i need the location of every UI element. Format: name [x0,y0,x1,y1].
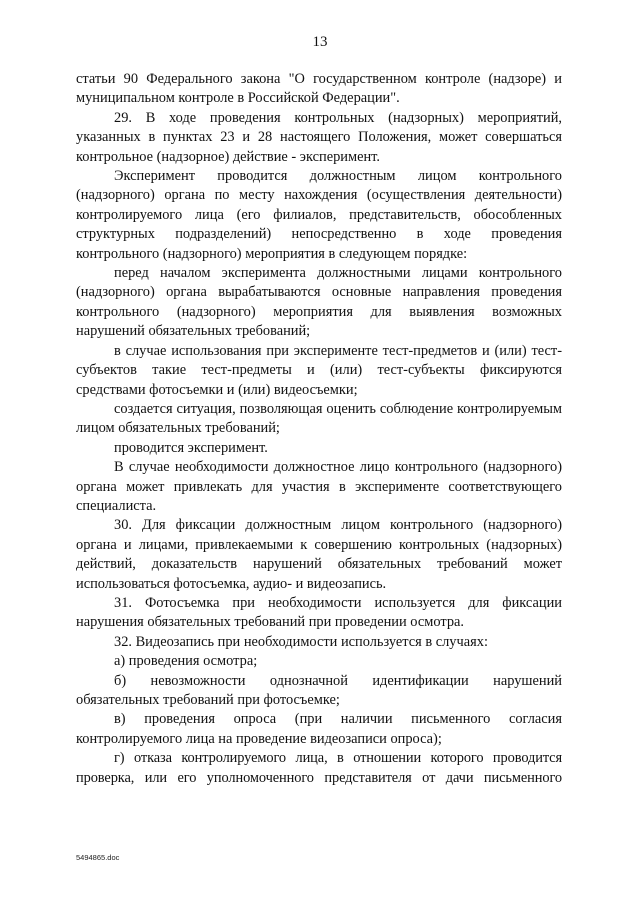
footer-filename: 5494865.doc [76,853,120,862]
paragraph-32: 32. Видеозапись при необходимости используется в случаях: [114,633,488,650]
paragraph-article-90-continuation: статьи 90 Федерального закона "О государственном контроле (надзоре) и муниципальном контроле в Российской Федерации". [76,71,562,107]
page-number: 13 [312,34,328,50]
paragraph-step-before-experiment: перед началом эксперимента должностными лицами контрольного (надзорного) органа вырабатываются основные направления проведения контрольного (надзорного) мероприятия для выявления возможных нарушений обязательных требований; [76,265,562,340]
paragraph-step-situation: создается ситуация, позволяющая оценить соблюдение контролируемым лицом обязательных требований; [76,400,562,437]
paragraph-29: 29. В ходе проведения контрольных (надзорных) мероприятий, указанных в пунктах 23 и 28 настоящего Положения, может совершаться контрольное (надзорное) действие - эксперимент. [76,109,562,165]
paragraph-32-b: б) невозможности однозначной идентификации нарушений обязательных требований при фотосъемке; [76,672,562,708]
paragraph-32-v: в) проведения опроса (при наличии письменного согласия контролируемого лица на проведение видеозаписи опроса); [76,711,562,747]
paragraph-experiment-procedure: Эксперимент проводится должностным лицом контрольного (надзорного) органа по месту нахождения (осуществления деятельности) контролируемого лица (его филиалов, представительств, обособленных структурных подразделений) непосредственно в ходе проведения контрольного (надзорного) мероприятия в следующем порядке: [76,168,562,262]
paragraph-32-a: а) проведения осмотра; [114,653,258,670]
paragraph-specialist: В случае необходимости должностное лицо контрольного (надзорного) органа может привлекать для участия в эксперименте соответствующего специалиста. [76,459,562,514]
paragraph-31: 31. Фотосъемка при необходимости используется для фиксации нарушения обязательных требований при проведении осмотра. [76,594,562,631]
paragraph-step-test-subjects: в случае использования при эксперименте тест-предметов и (или) тест-субъектов такие тест-предметы и (или) тест-субъекты фиксируются средствами фотосъемки и (или) видеосъемки; [76,342,562,398]
paragraph-32-g: г) отказа контролируемого лица, в отношении которого проводится проверка, или его уполномоченного представителя от дачи письменного [76,750,562,786]
paragraph-30: 30. Для фиксации должностным лицом контрольного (надзорного) органа и лицами, привлекаемыми к совершению контрольных (надзорных) действий, доказательств нарушений обязательных требований может использоваться фотосъемка, аудио- и видеозапись. [76,517,562,592]
document-body [76,70,562,788]
paragraph-step-conduct: проводится эксперимент. [114,439,268,456]
